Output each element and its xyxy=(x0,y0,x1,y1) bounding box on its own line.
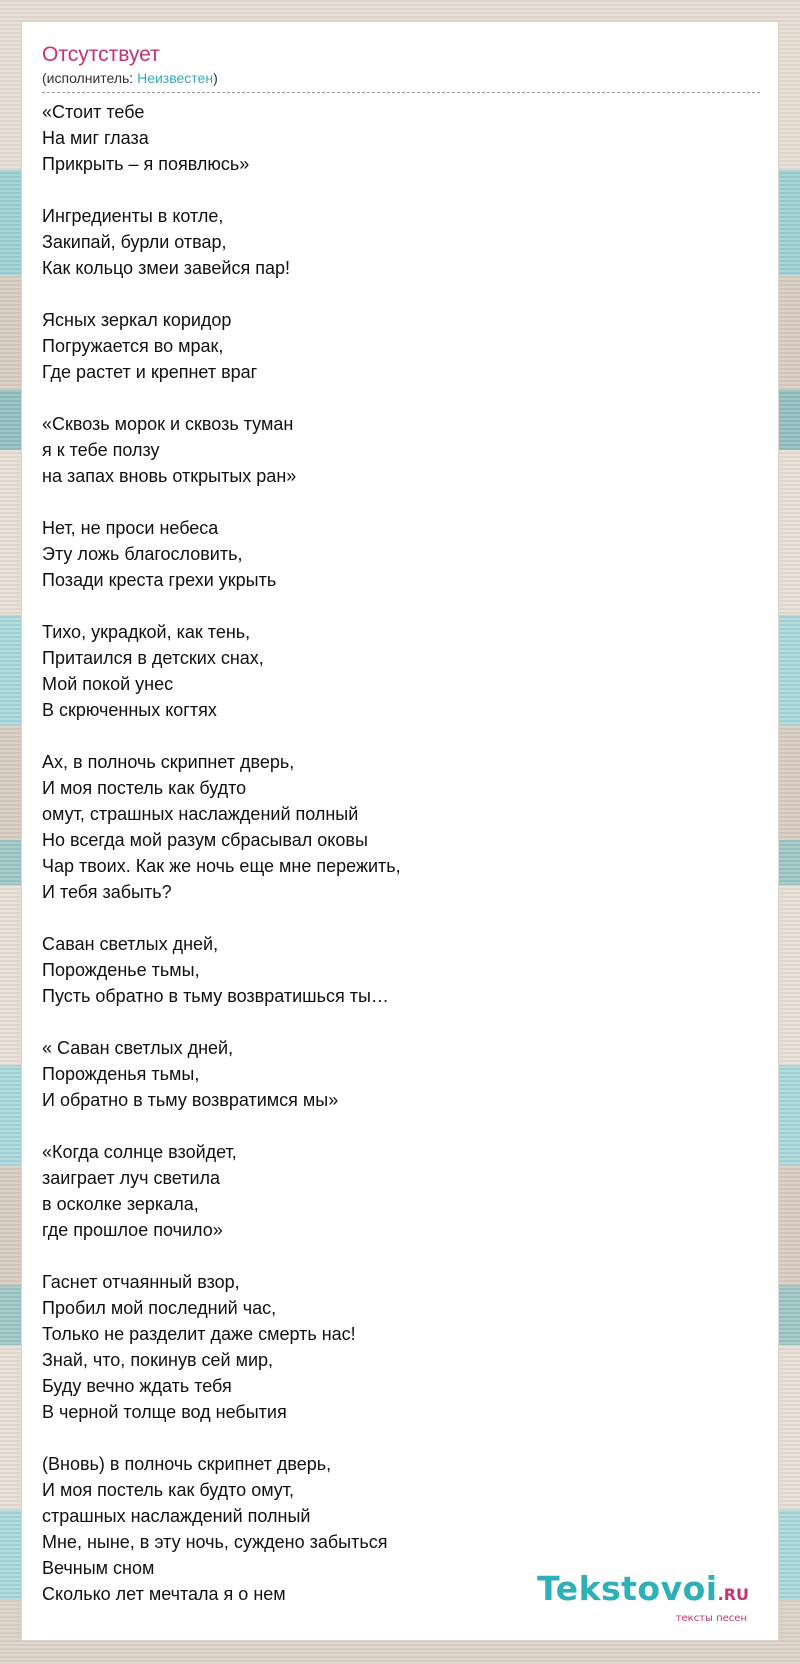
artist-prefix: (исполнитель: xyxy=(42,70,138,86)
lyrics-line: Мой покой унес xyxy=(42,674,174,694)
lyrics-line: Ингредиенты в котле, xyxy=(42,206,224,226)
song-title: Отсутствует xyxy=(42,43,160,66)
lyrics-line: Ясных зеркал коридор xyxy=(42,310,232,330)
logo-main-text: Tekstovoi xyxy=(537,1569,718,1608)
lyrics-line: где прошлое почило» xyxy=(42,1220,223,1240)
lyrics-line: «Стоит тебе xyxy=(42,102,145,122)
lyrics-line: омут, страшных наслаждений полный xyxy=(42,804,359,824)
lyrics-line: (Вновь) в полночь скрипнет дверь, xyxy=(42,1454,332,1474)
logo-subtitle: тексты песен xyxy=(675,1613,747,1624)
lyrics-line: Нет, не проси небеса xyxy=(42,518,219,538)
lyrics-line: И обратно в тьму возвратимся мы» xyxy=(42,1090,339,1110)
lyrics-line: заиграет луч светила xyxy=(42,1168,221,1188)
artist-line xyxy=(42,68,760,88)
lyrics-line: Притаился в детских снах, xyxy=(42,648,264,668)
artist-link[interactable]: Неизвестен xyxy=(137,70,214,86)
lyrics-line: « Саван светлых дней, xyxy=(42,1038,234,1058)
lyrics-line: Саван светлых дней, xyxy=(42,934,219,954)
artist-suffix: ) xyxy=(213,70,218,86)
lyrics-text xyxy=(42,99,760,1633)
lyrics-line: Вечным сном xyxy=(42,1558,155,1578)
lyrics-line: Но всегда мой разум сбрасывал оковы xyxy=(42,830,368,850)
lyrics-stanza xyxy=(42,1269,760,1425)
lyrics-stanza xyxy=(42,515,760,593)
lyrics-stanza xyxy=(42,749,760,905)
lyrics-line: В черной толще вод небытия xyxy=(42,1402,287,1422)
lyrics-line: Мне, ныне, в эту ночь, суждено забыться xyxy=(42,1532,388,1552)
lyrics-line: «Сквозь морок и сквозь туман xyxy=(42,414,294,434)
song-header xyxy=(42,42,760,88)
lyrics-line: Порожденья тьмы, xyxy=(42,1064,200,1084)
lyrics-line: Пробил мой последний час, xyxy=(42,1298,277,1318)
lyrics-line: И тебя забыть? xyxy=(42,882,172,902)
lyrics-line: Только не разделит даже смерть нас! xyxy=(42,1324,356,1344)
lyrics-line: Пусть обратно в тьму возвратишься ты… xyxy=(42,986,389,1006)
lyrics-stanza xyxy=(42,411,760,489)
lyrics-line: И моя постель как будто омут, xyxy=(42,1480,295,1500)
lyrics-line: я к тебе ползу xyxy=(42,440,160,460)
lyrics-page xyxy=(22,22,778,1640)
lyrics-line: Сколько лет мечтала я о нем xyxy=(42,1584,286,1604)
lyrics-line: Закипай, бурли отвар, xyxy=(42,232,227,252)
lyrics-line: Порожденье тьмы, xyxy=(42,960,200,980)
lyrics-stanza xyxy=(42,307,760,385)
lyrics-line: «Когда солнце взойдет, xyxy=(42,1142,237,1162)
lyrics-line: На миг глаза xyxy=(42,128,149,148)
lyrics-line: В скрюченных когтях xyxy=(42,700,217,720)
site-logo[interactable] xyxy=(537,1571,749,1625)
lyrics-line: страшных наслаждений полный xyxy=(42,1506,311,1526)
lyrics-line: в осколке зеркала, xyxy=(42,1194,199,1214)
lyrics-line: Погружается во мрак, xyxy=(42,336,224,356)
lyrics-stanza xyxy=(42,203,760,281)
header-divider xyxy=(42,92,760,93)
lyrics-line: Ах, в полночь скрипнет дверь, xyxy=(42,752,295,772)
lyrics-line: Эту ложь благословить, xyxy=(42,544,243,564)
lyrics-line: Чар твоих. Как же ночь еще мне пережить, xyxy=(42,856,401,876)
lyrics-stanza xyxy=(42,1035,760,1113)
lyrics-stanza xyxy=(42,619,760,723)
lyrics-line: И моя постель как будто xyxy=(42,778,247,798)
logo-wordmark xyxy=(537,1571,749,1613)
lyrics-line: Тихо, украдкой, как тень, xyxy=(42,622,251,642)
lyrics-line: Прикрыть – я появлюсь» xyxy=(42,154,250,174)
logo-domain-suffix: .RU xyxy=(717,1585,749,1604)
lyrics-line: на запах вновь открытых ран» xyxy=(42,466,297,486)
lyrics-line: Гаснет отчаянный взор, xyxy=(42,1272,240,1292)
lyrics-line: Позади креста грехи укрыть xyxy=(42,570,277,590)
lyrics-line: Буду вечно ждать тебя xyxy=(42,1376,232,1396)
lyrics-line: Знай, что, покинув сей мир, xyxy=(42,1350,274,1370)
lyrics-line: Как кольцо змеи завейся пар! xyxy=(42,258,290,278)
lyrics-stanza xyxy=(42,1139,760,1243)
lyrics-stanza xyxy=(42,99,760,177)
lyrics-line: Где растет и крепнет враг xyxy=(42,362,258,382)
lyrics-stanza xyxy=(42,931,760,1009)
